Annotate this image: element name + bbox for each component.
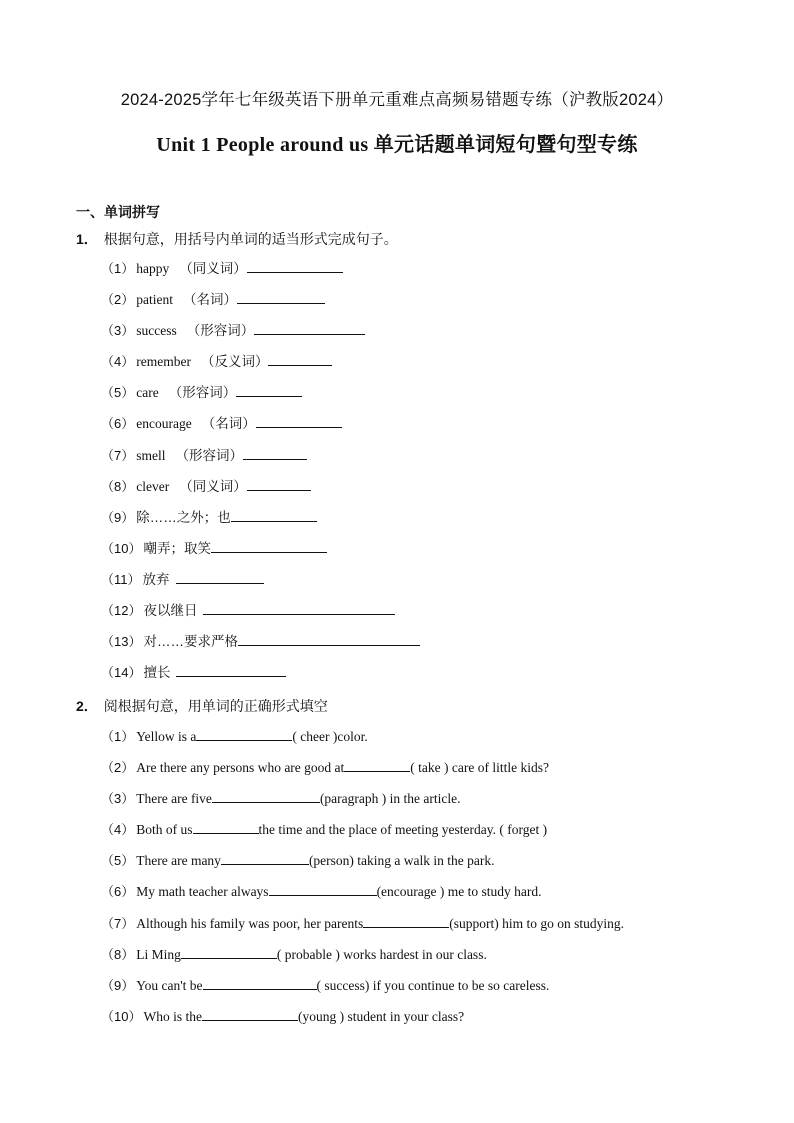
answer-blank[interactable] [254,320,365,335]
answer-blank[interactable] [236,382,302,397]
answer-blank[interactable] [344,757,410,772]
question-2-list [101,726,624,1037]
list-item: （10） Who is the (young ) student in your class? [101,1006,624,1037]
answer-blank[interactable] [181,944,277,959]
list-item: （8） Li Ming ( probable ) works hardest in our class. [101,944,624,975]
answer-blank[interactable] [269,881,377,896]
list-item: （10） 嘲弄；取笑 [101,538,420,569]
answer-blank[interactable] [202,1006,298,1021]
answer-blank[interactable] [203,975,317,990]
list-item: （11） 放弃 [101,569,420,600]
list-item: （14） 擅长 [101,662,420,693]
list-item: （13） 对……要求严格 [101,631,420,662]
list-item: （6） encourage （名词） [101,413,420,444]
document-title: 2024-2025学年七年级英语下册单元重难点高频易错题专练（沪教版2024） [120,91,674,109]
question-2-stem [76,696,328,716]
answer-blank[interactable] [196,726,292,741]
answer-blank[interactable] [247,476,311,491]
question-1-number: 1． [76,231,98,247]
list-item: （5） care （形容词） [101,382,420,413]
list-item: （4） remember （反义词） [101,351,420,382]
list-item: （5） There are many (person) taking a walk in the park. [101,850,624,881]
list-item: （8） clever （同义词） [101,476,420,507]
answer-blank[interactable] [238,631,420,646]
answer-blank[interactable] [237,289,325,304]
list-item: （4） Both of us the time and the place of meeting yesterday. ( forget ) [101,819,624,850]
question-1-instruction: 根据句意，用括号内单词的适当形式完成句子。 [103,231,398,247]
answer-blank[interactable] [176,662,286,677]
answer-blank[interactable] [193,819,259,834]
answer-blank[interactable] [221,850,309,865]
answer-blank[interactable] [212,788,320,803]
answer-blank[interactable] [231,507,317,522]
answer-blank[interactable] [247,258,343,273]
question-2-instruction: 阅根据句意，用单词的正确形式填空 [103,698,328,714]
question-2-number: 2． [76,698,98,714]
section-heading-spelling: 一、单词拼写 [76,204,160,220]
answer-blank[interactable] [243,445,307,460]
answer-blank[interactable] [268,351,332,366]
list-item: （3） There are five (paragraph ) in the article. [101,788,624,819]
answer-blank[interactable] [176,569,264,584]
list-item: （7） smell （形容词） [101,445,420,476]
list-item: （12） 夜以继日 [101,600,420,631]
answer-blank[interactable] [363,913,449,928]
list-item: （7） Although his family was poor, her parents (support) him to go on studying. [101,913,624,944]
question-1-stem [76,229,398,249]
answer-blank[interactable] [211,538,327,553]
answer-blank[interactable] [256,413,342,428]
list-item: （2） Are there any persons who are good at ( take ) care of little kids? [101,757,624,788]
list-item: （2） patient （名词） [101,289,420,320]
question-1-list [101,258,420,693]
list-item: （9） 除……之外；也 [101,507,420,538]
list-item: （9） You can't be ( success) if you continue to be so careless. [101,975,624,1006]
answer-blank[interactable] [203,600,395,615]
unit-title: Unit 1 People around us 单元话题单词短句暨句型专练 [156,134,638,156]
list-item: （6） My math teacher always (encourage ) me to study hard. [101,881,624,912]
list-item: （3） success （形容词） [101,320,420,351]
list-item: （1） happy （同义词） [101,258,420,289]
list-item: （1） Yellow is a ( cheer )color. [101,726,624,757]
